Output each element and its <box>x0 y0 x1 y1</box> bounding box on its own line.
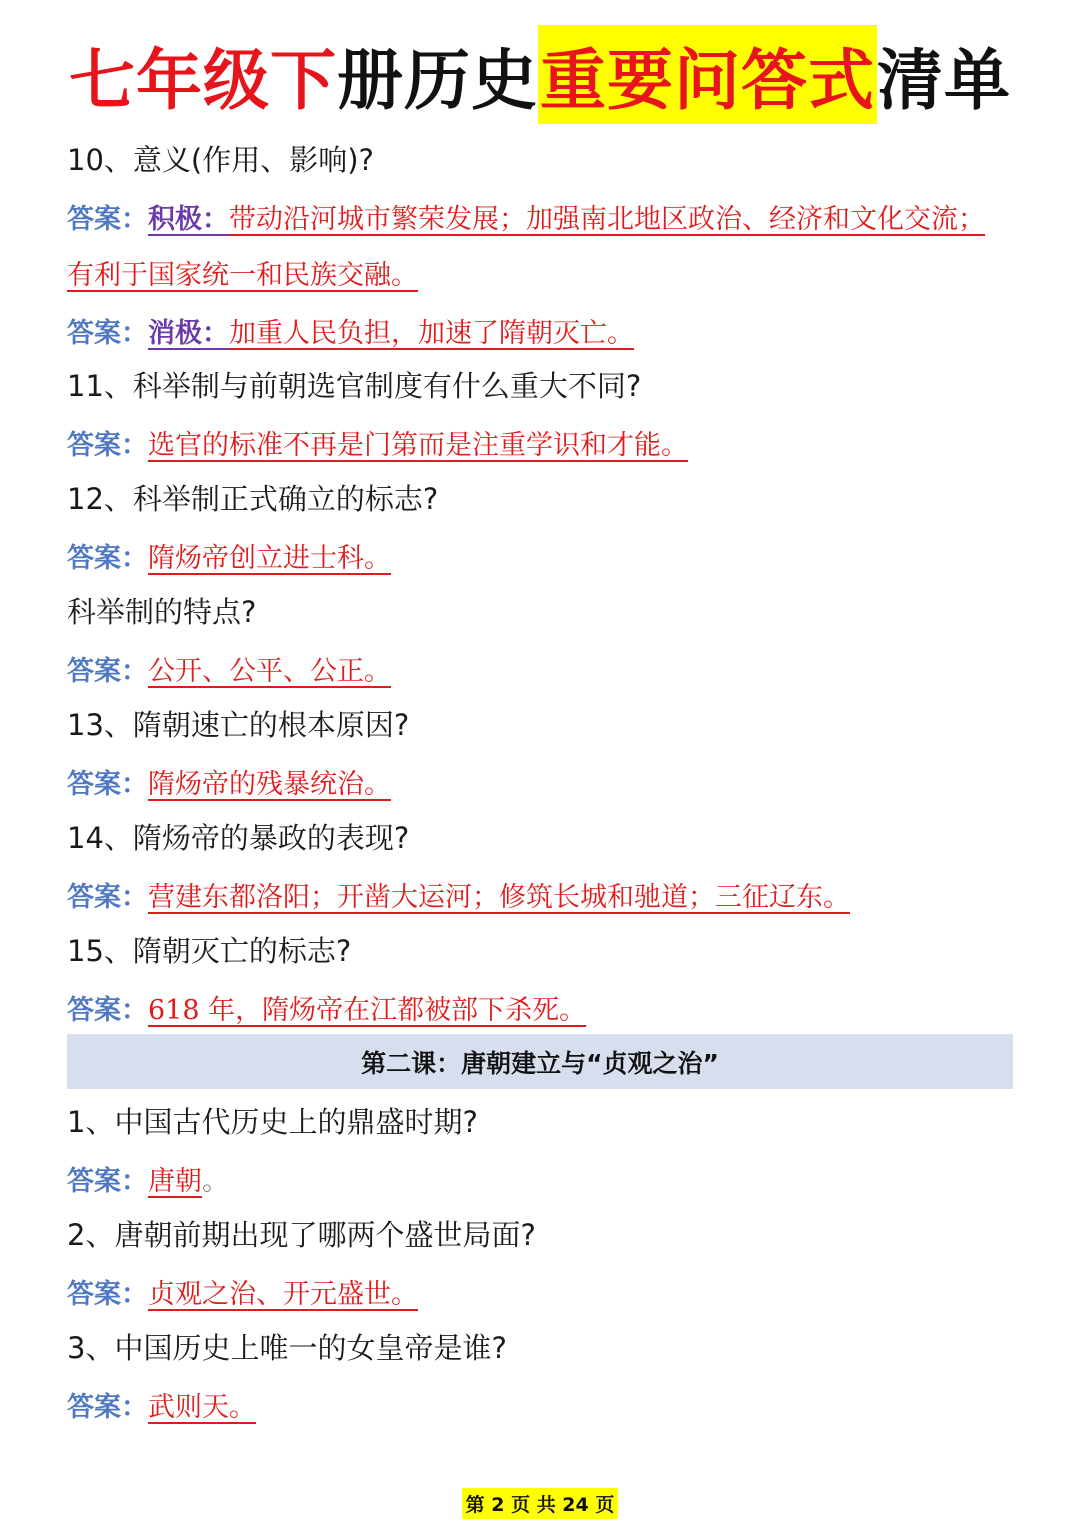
answer-13 <box>67 762 391 801</box>
answer-text: 加重人民负担，加速了隋朝灭亡。 <box>229 318 634 349</box>
answer-11 <box>67 423 688 462</box>
answer-label: 答案： <box>67 656 148 687</box>
answer-text: 选官的标准不再是门第而是注重学识和才能。 <box>148 430 688 461</box>
question-12: 12、科举制正式确立的标志? <box>67 482 439 516</box>
answer-l2-2 <box>67 1272 418 1311</box>
answer-label: 答案： <box>67 882 148 913</box>
question-l2-1: 1、中国古代历史上的鼎盛时期? <box>67 1105 478 1139</box>
answer-text: 隋炀帝创立进士科。 <box>148 543 391 574</box>
answer-10-positive-cont <box>67 253 418 292</box>
question-11: 11、科举制与前朝选官制度有什么重大不同? <box>67 369 642 403</box>
question-l2-2: 2、唐朝前期出现了哪两个盛世局面? <box>67 1218 536 1252</box>
answer-12 <box>67 536 391 575</box>
page-footer <box>0 1488 1080 1519</box>
answer-14 <box>67 875 850 914</box>
answer-text: 贞观之治、开元盛世。 <box>148 1279 418 1310</box>
answer-label: 答案： <box>67 543 148 574</box>
question-13: 13、隋朝速亡的根本原因? <box>67 708 410 742</box>
answer-label: 答案： <box>67 1279 148 1310</box>
answer-text: 带动沿河城市繁荣发展；加强南北地区政治、经济和文化交流； <box>229 204 985 235</box>
answer-label: 答案： <box>67 995 148 1026</box>
answer-tag-positive: 积极： <box>148 204 229 235</box>
answer-tail: 。 <box>202 1166 229 1197</box>
answer-text: 唐朝 <box>148 1166 202 1197</box>
answer-l2-3 <box>67 1385 256 1424</box>
page-number: 第 2 页 共 24 页 <box>462 1488 619 1519</box>
question-l2-3: 3、中国历史上唯一的女皇帝是谁? <box>67 1331 507 1365</box>
section-header <box>67 1034 1013 1089</box>
question-keju-features: 科举制的特点? <box>67 595 257 629</box>
answer-text: 有利于国家统一和民族交融。 <box>67 260 418 291</box>
answer-text: 公开、公平、公正。 <box>148 656 391 687</box>
answer-10-positive <box>67 197 985 236</box>
answer-l2-1 <box>67 1159 229 1198</box>
answer-15 <box>67 988 586 1027</box>
page-title <box>0 22 1080 126</box>
answer-keju-features <box>67 649 391 688</box>
answer-text: 618 年，隋炀帝在江都被部下杀死。 <box>148 995 587 1026</box>
answer-label: 答案： <box>67 204 148 235</box>
answer-10-negative <box>67 311 634 350</box>
section-title: 第二课：唐朝建立与“贞观之治” <box>361 1048 719 1078</box>
answer-label: 答案： <box>67 1166 148 1197</box>
question-10: 10、意义(作用、影响)? <box>67 143 374 177</box>
answer-tag-negative: 消极： <box>148 318 229 349</box>
question-15: 15、隋朝灭亡的标志? <box>67 934 352 968</box>
answer-text: 武则天。 <box>148 1392 256 1423</box>
title-highlight-part: 重要问答式 <box>538 25 877 124</box>
answer-text: 营建东都洛阳；开凿大运河；修筑长城和驰道；三征辽东。 <box>148 882 850 913</box>
title-end-part: 清单 <box>877 41 1011 119</box>
title-red-part: 七年级下 <box>69 41 337 119</box>
answer-text: 隋炀帝的残暴统治。 <box>148 769 391 800</box>
answer-label: 答案： <box>67 769 148 800</box>
question-14: 14、隋炀帝的暴政的表现? <box>67 821 410 855</box>
answer-label: 答案： <box>67 430 148 461</box>
answer-label: 答案： <box>67 318 148 349</box>
answer-label: 答案： <box>67 1392 148 1423</box>
title-black-part: 册历史 <box>337 41 538 119</box>
